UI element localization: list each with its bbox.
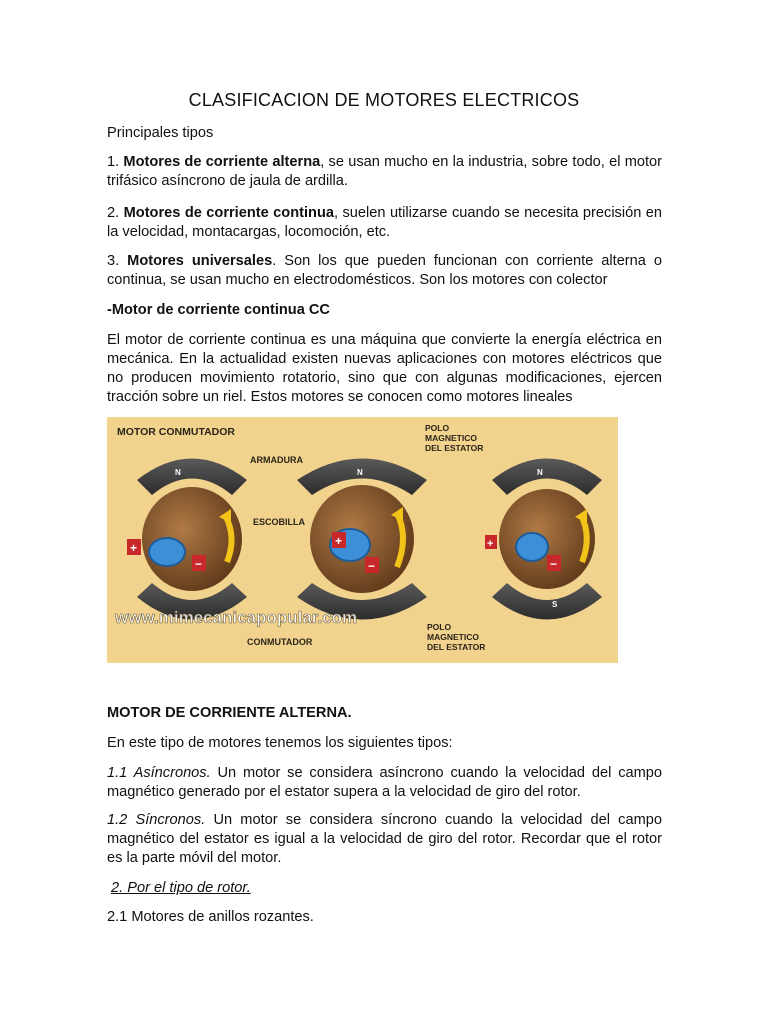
watermark-text: www.mimecanicapopular.com	[115, 608, 358, 627]
document-title: CLASIFICACION DE MOTORES ELECTRICOS	[188, 90, 580, 110]
cc-heading: -Motor de corriente continua CC	[107, 302, 330, 318]
item-1-text: , se usan mucho en la industria, sobre todo, el motor trifásico asíncrono de jaula de ardilla.	[107, 154, 662, 189]
item-2-number: 2.	[107, 205, 120, 221]
item-2-bold: Motores de corriente continua	[123, 205, 334, 221]
sign-plus-1: +	[130, 541, 138, 555]
item-1-number: 1.	[107, 154, 120, 170]
sign-minus-2: −	[368, 559, 376, 573]
pole-letter-n-3: N	[537, 468, 543, 477]
coil-3	[516, 533, 548, 561]
motor-diagram-image	[107, 417, 618, 663]
label-polo-top-2: MAGNETICO	[425, 433, 477, 443]
rotor-heading	[111, 879, 666, 898]
list-item-1	[107, 153, 662, 191]
label-escobilla: ESCOBILLA	[253, 517, 306, 527]
list-item-3	[107, 252, 662, 290]
label-polo-bottom-1: POLO	[427, 622, 452, 632]
sign-plus-2: +	[335, 534, 343, 548]
ac-item-2-text: Un motor se considera síncrono cuando la velocidad del campo magnético del estator es igual a la velocidad de giro del rotor. Recordar que el rotor es la parte móvil del motor.	[107, 812, 662, 866]
ac-item-2	[107, 811, 662, 868]
label-armadura: ARMADURA	[250, 455, 303, 465]
rotor-3	[499, 489, 595, 589]
ac-heading: MOTOR DE CORRIENTE ALTERNA.	[107, 705, 352, 721]
item-2-text: , suelen utilizarse cuando se necesita precisión en la velocidad, montacargas, locomoción, etc.	[107, 205, 663, 240]
item-1-bold: Motores de corriente alterna	[123, 154, 321, 170]
item-3-text: . Son los que pueden funcionan con corriente alterna o continua, se usan mucho en electrodomésticos. Son los motores con colector	[107, 253, 662, 288]
label-polo-top-1: POLO	[425, 423, 450, 433]
label-polo-bottom-2: MAGNETICO	[427, 632, 479, 642]
motor-3	[485, 459, 602, 620]
pole-letter-n-2: N	[357, 468, 363, 477]
motor-1	[127, 459, 247, 620]
ac-intro: En este tipo de motores tenemos los siguientes tipos:	[107, 735, 453, 751]
list-item-2	[107, 204, 662, 242]
rotor-item: 2.1 Motores de anillos rozantes.	[107, 909, 314, 925]
ac-item-1-text: Un motor se considera asíncrono cuando la velocidad del campo magnético generado por el estator supera a la velocidad de giro del rotor.	[107, 765, 663, 800]
pole-letter-s-3: S	[552, 600, 558, 609]
label-motor-conmutador: MOTOR CONMUTADOR	[117, 426, 236, 438]
rotor-1	[142, 487, 242, 591]
rotor-heading-text: 2. Por el tipo de rotor.	[111, 880, 251, 896]
ac-item-1	[107, 764, 662, 802]
label-conmutador: CONMUTADOR	[247, 637, 313, 647]
ac-item-2-italic: 1.2 Síncronos.	[107, 812, 206, 828]
label-polo-bottom-3: DEL ESTATOR	[427, 642, 486, 652]
sign-plus-3: +	[487, 538, 494, 550]
motor-2	[297, 459, 427, 620]
item-3-bold: Motores universales	[127, 253, 273, 269]
ac-item-1-italic: 1.1 Asíncronos.	[107, 765, 211, 781]
sign-minus-3: −	[550, 557, 558, 571]
motor-diagram-svg	[107, 417, 618, 663]
item-3-number: 3.	[107, 253, 120, 269]
label-polo-top-3: DEL ESTATOR	[425, 443, 484, 453]
pole-letter-n-1: N	[175, 468, 181, 477]
cc-paragraph: El motor de corriente continua es una máquina que convierte la energía eléctrica en mecánica. En la actualidad existen nuevas aplicaciones con motores eléctricos que no producen movimiento rotatorio, sino que con algunas modificaciones, ejercen tracción sobre un riel. Estos motores se conocen como motores lineales	[107, 332, 662, 405]
coil-1	[149, 538, 185, 566]
intro-text: Principales tipos	[107, 125, 214, 141]
sign-minus-1: −	[195, 557, 203, 571]
